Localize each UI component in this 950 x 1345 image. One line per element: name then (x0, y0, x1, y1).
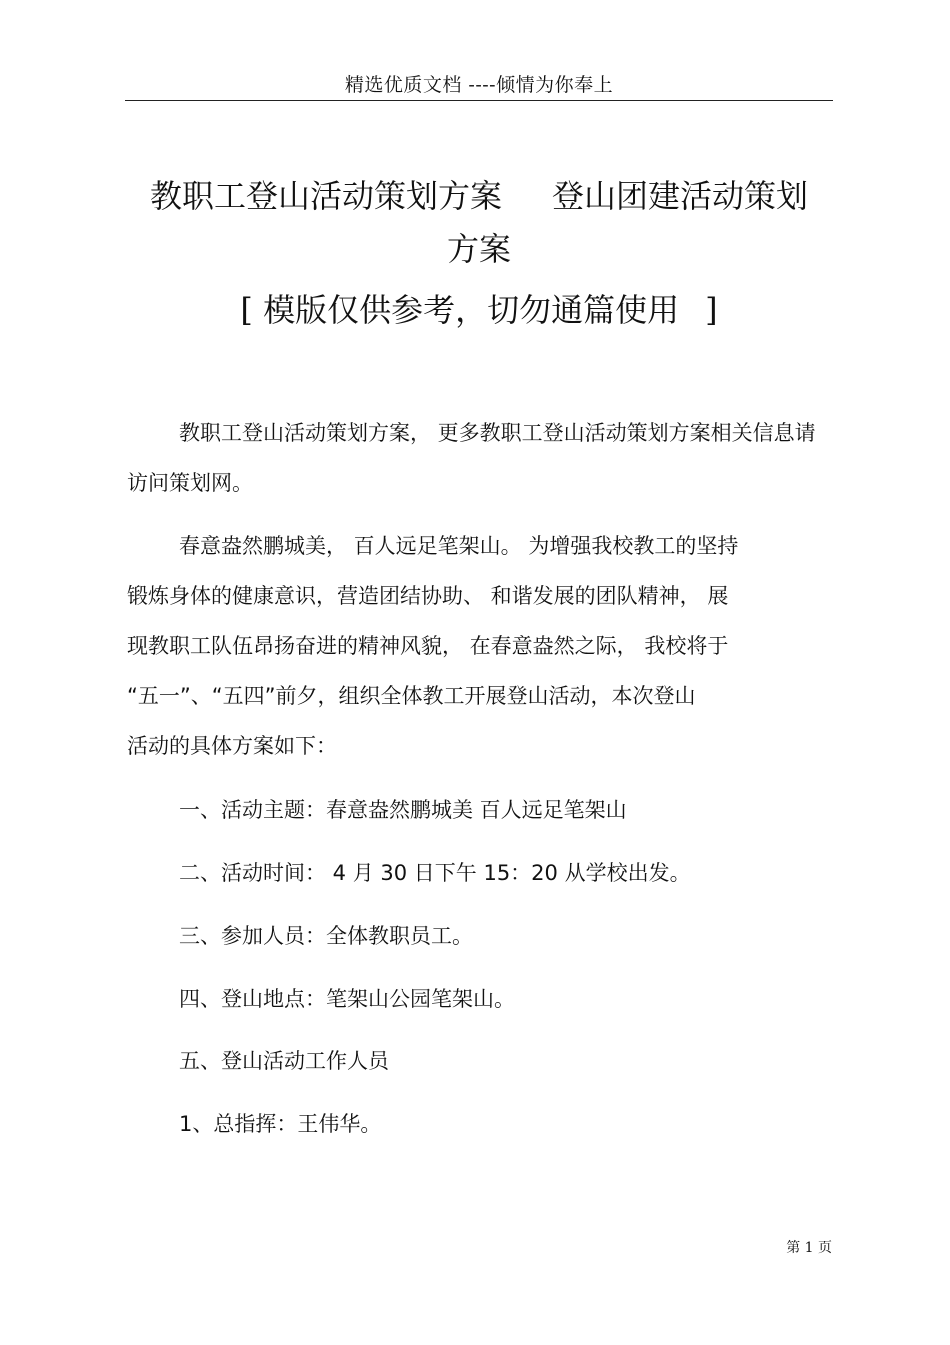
list-item: 四、登山地点：笔架山公园笔架山。 (179, 987, 515, 1011)
document-title-line2: 方案 (446, 230, 511, 268)
subtitle-part-b: ] (705, 291, 718, 329)
list-item: 五、登山活动工作人员 (179, 1049, 389, 1073)
paragraph-line: “五一”、“五四”前夕，组织全体教工开展登山活动，本次登山 (127, 684, 696, 708)
document-subtitle (125, 284, 833, 336)
document-title-line1 (125, 170, 833, 222)
paragraph-line: 活动的具体方案如下： (127, 734, 337, 758)
paragraph-line: 春意盎然鹏城美， 百人远足笔架山。 为增强我校教工的坚持 (179, 534, 739, 558)
header-divider (125, 100, 833, 101)
paragraph-intro (127, 408, 833, 508)
page-number: 第 1 页 (786, 1240, 832, 1256)
list-item: 一、活动主题：春意盎然鹏城美 百人远足笔架山 (179, 798, 627, 822)
list-item: 1、总指挥：王伟华。 (179, 1112, 382, 1136)
paragraph-line: 现教职工队伍昂扬奋进的精神风貌， 在春意盎然之际， 我校将于 (127, 634, 729, 658)
title-part-b: 登山团建活动策划 (552, 177, 809, 215)
list-item: 二、活动时间： 4 月 30 日下午 15：20 从学校出发。 (179, 861, 691, 885)
subtitle-part-a: [ 模版仅供参考，切勿通篇使用 (240, 291, 680, 329)
list-item: 三、参加人员：全体教职员工。 (179, 924, 473, 948)
paragraph-line: 锻炼身体的健康意识，营造团结协助、 和谐发展的团队精神， 展 (127, 584, 729, 608)
page-header: 精选优质文档 ----倾情为你奉上 (344, 74, 614, 96)
paragraph-intro-text: 教职工登山活动策划方案， 更多教职工登山活动策划方案相关信息请访问策划网。 (127, 421, 816, 495)
title-part-a: 教职工登山活动策划方案 (149, 177, 502, 215)
